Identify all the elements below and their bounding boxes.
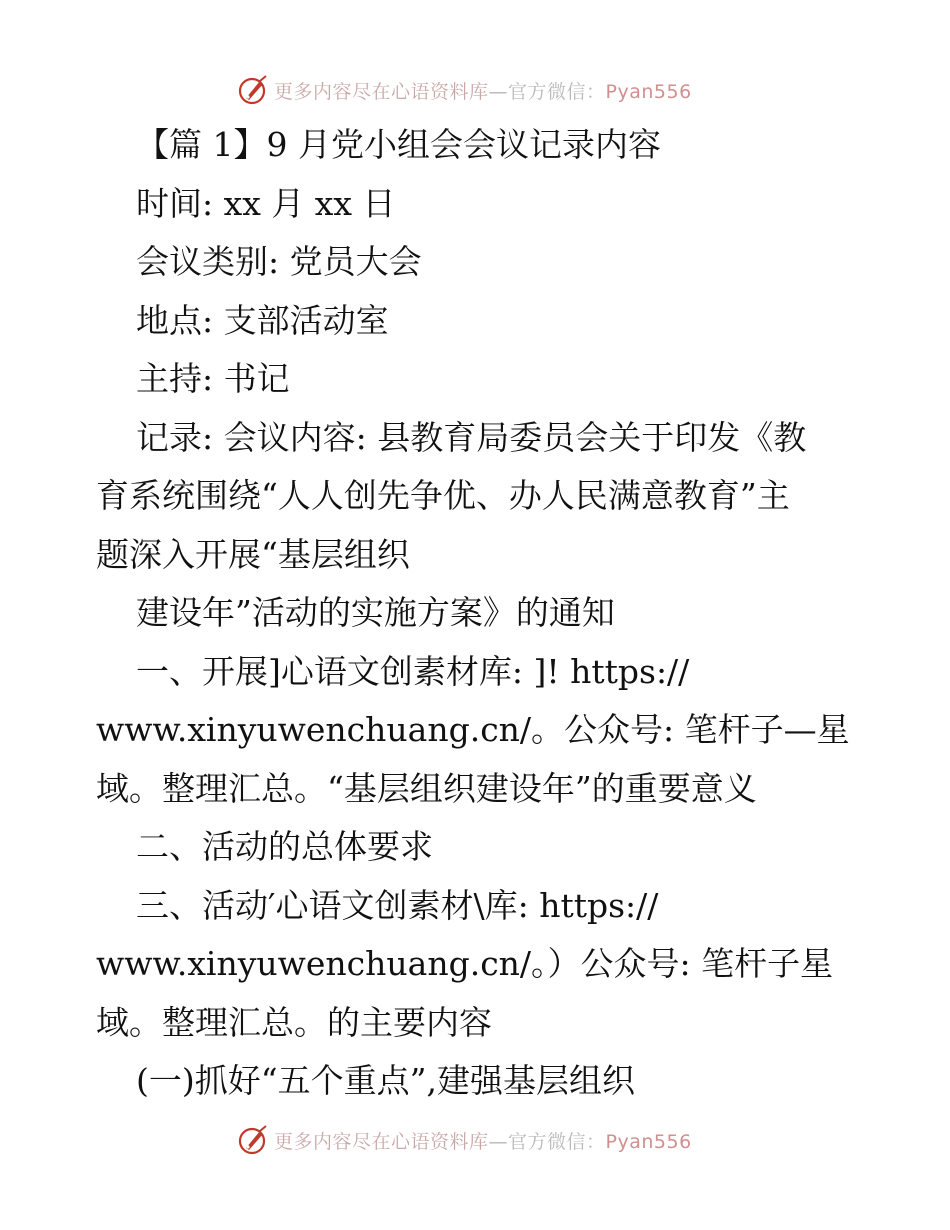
meeting-location-line: 地点: 支部活动室 — [136, 300, 389, 340]
paragraph-line: 育系统围绕“人人创先争优、办人民满意教育”主 — [96, 476, 790, 515]
subsection-heading-1: (一)抓好“五个重点”,建强基层组织 — [136, 1061, 635, 1100]
quill-pen-logo-icon — [236, 1123, 270, 1157]
paragraph-line: 记录: 会议内容: 县教育局委员会关于印发《教 — [136, 417, 807, 457]
paragraph-line: 题深入开展“基层组织 — [96, 534, 410, 574]
watermark-text — [274, 77, 692, 104]
watermark-banner-bottom — [0, 1120, 950, 1160]
section-heading-1: 一、开展]心语文创素材库: ]! https:// — [136, 651, 690, 691]
meeting-time-line: 时间: xx 月 xx 日 — [136, 183, 396, 223]
document-body — [96, 116, 866, 1111]
watermark-wechat-label: 官方微信： — [508, 80, 606, 103]
watermark-account: Pyan556 — [605, 1130, 692, 1153]
watermark-content — [236, 70, 692, 110]
watermark-account: Pyan556 — [605, 80, 692, 103]
watermark-banner-top — [0, 70, 950, 110]
watermark-prefix: 更多内容尽在心语资料库 — [274, 80, 489, 103]
meeting-category-line: 会议类别: 党员大会 — [136, 242, 422, 281]
watermark-prefix: 更多内容尽在心语资料库 — [274, 1130, 489, 1153]
section-heading-3: 三、活动′心语文创素材\库: https:// — [136, 885, 659, 925]
watermark-content — [236, 1120, 692, 1160]
paragraph-line: www.xinyuwenchuang.cn/。公众号: 笔杆子—星 — [96, 710, 850, 749]
watermark-text — [274, 1127, 692, 1154]
section-heading-2: 二、活动的总体要求 — [136, 827, 433, 866]
watermark-dash: — — [488, 1130, 509, 1153]
quill-pen-logo-icon — [236, 73, 270, 107]
paragraph-line: 域。整理汇总。“基层组织建设年”的重要意义 — [96, 768, 757, 808]
paragraph-line: 建设年”活动的实施方案》的通知 — [136, 593, 615, 632]
paragraph-line: 域。整理汇总。的主要内容 — [96, 1002, 492, 1042]
meeting-host-line: 主持: 书记 — [136, 359, 290, 398]
watermark-dash: — — [488, 80, 509, 103]
paragraph-line: www.xinyuwenchuang.cn/。）公众号: 笔杆子星 — [96, 944, 834, 983]
watermark-wechat-label: 官方微信： — [508, 1130, 606, 1153]
document-title: 【篇 1】9 月党小组会会议记录内容 — [136, 125, 661, 164]
